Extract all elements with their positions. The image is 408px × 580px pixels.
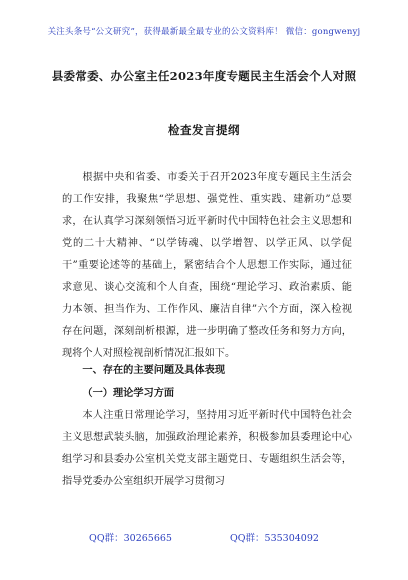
footer-qq-group-2: QQ群：535304092 [229, 533, 319, 544]
section-1-paragraph: 本人注重日常理论学习，坚持用习近平新时代中国特色社会主义思想武装头脑，加强政治理论素养，积极参加县委理论中心组学习和县委办公室机关党支部主题党日、专题组织生活会等，指导党委办公室组织开展学习贯彻习 [62, 410, 352, 487]
intro-paragraph: 根据中央和省委、市委关于召开2023年度专题民主生活会的工作安排，我聚焦“学思想、强党性、重实践、建新功”总要求，在认真学习深刻领悟习近平新时代中国特色社会主义思想和党的二十大精神、“以学铸魂、以学增智、以学正风、以学促干”重要论述等的基础上，紧密结合个人思想工作实际，通过征求意见、谈心交流和个人自查，围绕“理论学习、政治素质、能力本领、担当作为、工作作风、廉洁自律”六个方面，深入检视存在问题，深刻剖析根源，进一步明确了整改任务和努力方向，现将个人对照检视剖析情况汇报如下。 [62, 172, 352, 359]
footer-contact [0, 530, 408, 544]
section-heading-1: 一、存在的主要问题及具体表现 [82, 364, 226, 376]
document-title-line-1: 县委常委、办公室主任2023年度专题民主生活会个人对照 [51, 69, 357, 83]
header-promo-note: 关注头条号“公文研究”，获得最新最全最专业的公文资料库！ 微信：gongwenyj [47, 27, 361, 37]
subsection-heading-1: （一）理论学习方面 [82, 387, 175, 399]
document-title-line-2: 检查发言提纲 [168, 123, 240, 137]
footer-qq-group-1: QQ群：30265665 [89, 533, 172, 544]
